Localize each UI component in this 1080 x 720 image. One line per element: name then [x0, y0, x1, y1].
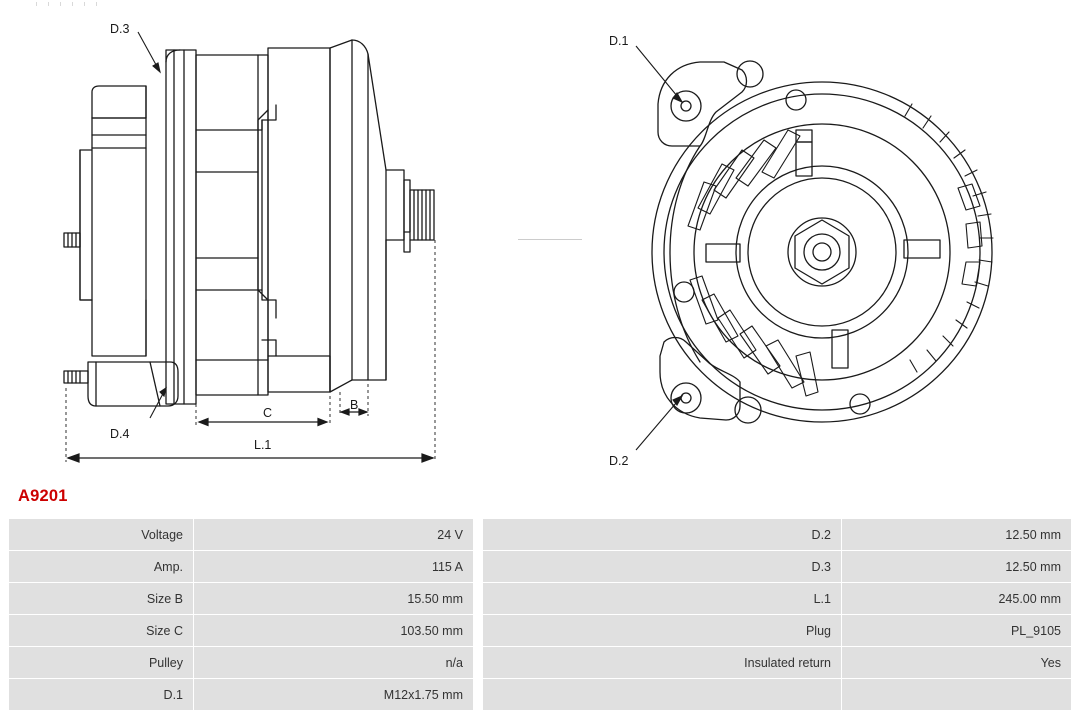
spec-label-empty [483, 679, 841, 710]
spec-value: 115 A [194, 551, 473, 582]
table-row [9, 679, 473, 710]
spec-value: n/a [194, 647, 473, 678]
table-row [9, 615, 473, 646]
spec-value: 103.50 mm [194, 615, 473, 646]
spec-label: Amp. [9, 551, 193, 582]
table-row [483, 615, 1071, 646]
callout-label-size-c: C [263, 406, 273, 420]
callout-label-d4: D.4 [110, 427, 130, 441]
spec-label: D.1 [9, 679, 193, 710]
callout-label-d3: D.3 [110, 22, 130, 36]
spec-value-empty [842, 679, 1071, 710]
table-row [483, 519, 1071, 550]
spec-label: Size B [9, 583, 193, 614]
specs-table-left [8, 518, 474, 711]
spec-label: Plug [483, 615, 841, 646]
specifications-tables [8, 518, 1072, 711]
spec-label: D.2 [483, 519, 841, 550]
table-row [9, 583, 473, 614]
table-row [9, 647, 473, 678]
spec-value: PL_9105 [842, 615, 1071, 646]
table-row [483, 647, 1071, 678]
table-row [9, 551, 473, 582]
spec-label: Voltage [9, 519, 193, 550]
spec-label: Size C [9, 615, 193, 646]
callout-label-d1: D.1 [609, 34, 629, 48]
spec-label: L.1 [483, 583, 841, 614]
table-row [483, 551, 1071, 582]
callout-label-l1: L.1 [254, 438, 272, 452]
spec-value: M12x1.75 mm [194, 679, 473, 710]
spec-label: D.3 [483, 551, 841, 582]
table-row [483, 679, 1071, 710]
table-row [483, 583, 1071, 614]
center-divider-hint [518, 239, 582, 240]
spec-value: 15.50 mm [194, 583, 473, 614]
table-row [9, 519, 473, 550]
part-number: A9201 [18, 487, 68, 505]
spec-value: 12.50 mm [842, 519, 1071, 550]
specs-table-right [482, 518, 1072, 711]
callout-label-d2: D.2 [609, 454, 629, 468]
spec-value: 245.00 mm [842, 583, 1071, 614]
spec-label: Insulated return [483, 647, 841, 678]
callout-label-size-b: B [350, 398, 359, 412]
spec-label: Pulley [9, 647, 193, 678]
spec-value: 12.50 mm [842, 551, 1071, 582]
spec-value: 24 V [194, 519, 473, 550]
spec-value: Yes [842, 647, 1071, 678]
